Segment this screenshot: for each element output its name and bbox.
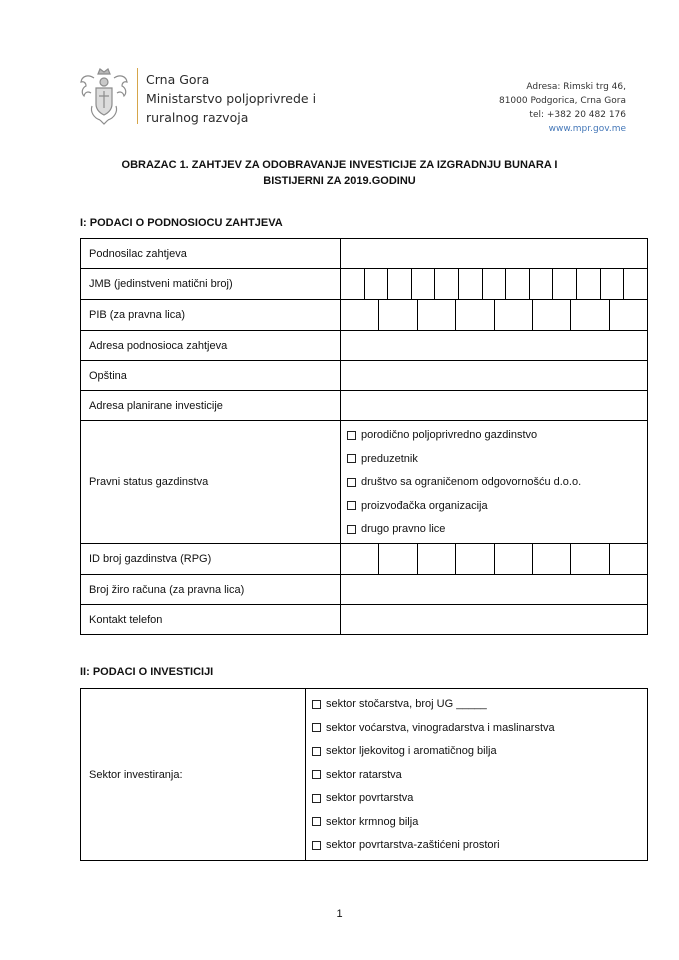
checkbox-option[interactable]	[341, 447, 647, 471]
address-line: Adresa: Rimski trg 46,	[526, 82, 626, 92]
table-row	[81, 239, 648, 269]
table-row	[81, 331, 648, 361]
podnosilac-input-cell[interactable]	[341, 239, 648, 269]
ministry-line: ruralnog razvoja	[146, 110, 249, 125]
pib-digit-cells[interactable]	[341, 300, 648, 331]
option-label: sektor krmnog bilja	[326, 815, 419, 828]
option-label: društvo sa ograničenom odgovornošću d.o.o.	[361, 476, 582, 488]
section-1-title: I: PODACI O PODNOSIOCU ZAHTJEVA	[80, 217, 283, 229]
checkbox-option[interactable]	[341, 470, 647, 494]
table-row	[81, 421, 648, 544]
option-label: sektor povrtarstva	[326, 792, 414, 804]
row-label: Adresa planirane investicije	[81, 391, 341, 421]
section-2-title: II: PODACI O INVESTICIJI	[80, 666, 214, 678]
phone-line: tel: +382 20 482 176	[529, 110, 626, 120]
checkbox-icon[interactable]	[312, 723, 321, 732]
option-label: sektor ljekovitog i aromatičnog bilja	[326, 745, 497, 757]
checkbox-option[interactable]	[341, 517, 647, 541]
option-label: porodično poljoprivredno gazdinstvo	[361, 429, 538, 441]
checkbox-option[interactable]	[306, 739, 647, 763]
checkbox-option[interactable]	[306, 786, 647, 810]
table-row	[81, 361, 648, 391]
checkbox-icon[interactable]	[347, 454, 356, 463]
row-label: ID broj gazdinstva (RPG)	[81, 544, 341, 575]
table-row	[81, 300, 648, 331]
title-line: BISTIJERNI ZA 2019.GODINU	[263, 175, 416, 187]
ministry-line: Crna Gora	[146, 72, 210, 87]
ministry-address	[499, 80, 626, 136]
checkbox-icon[interactable]	[347, 525, 356, 534]
table-row	[81, 269, 648, 300]
header-divider	[137, 68, 138, 124]
applicant-data-table	[80, 238, 648, 635]
option-label: drugo pravno lice	[361, 523, 446, 535]
ziro-input-cell[interactable]	[341, 575, 648, 605]
table-row	[81, 605, 648, 635]
checkbox-option[interactable]	[306, 810, 647, 834]
ministry-name	[146, 70, 316, 127]
table-row	[81, 544, 648, 575]
row-label: Pravni status gazdinstva	[81, 421, 341, 544]
checkbox-option[interactable]	[341, 494, 647, 518]
checkbox-option[interactable]	[306, 692, 647, 716]
checkbox-icon[interactable]	[312, 747, 321, 756]
telefon-input-cell[interactable]	[341, 605, 648, 635]
option-label: proizvođačka organizacija	[361, 499, 488, 512]
checkbox-option[interactable]	[306, 833, 647, 857]
jmb-digit-cells[interactable]	[341, 269, 648, 300]
checkbox-icon[interactable]	[312, 770, 321, 779]
checkbox-icon[interactable]	[312, 817, 321, 826]
table-row	[81, 689, 648, 861]
row-label: Broj žiro računa (za pravna lica)	[81, 575, 341, 605]
adresa-investicije-input-cell[interactable]	[341, 391, 648, 421]
option-label: preduzetnik	[361, 452, 418, 465]
option-label: sektor stočarstva, broj UG _____	[326, 698, 487, 710]
investment-data-table	[80, 688, 648, 861]
row-label: Kontakt telefon	[81, 605, 341, 635]
row-label: Adresa podnosioca zahtjeva	[81, 331, 341, 361]
opstina-input-cell[interactable]	[341, 361, 648, 391]
checkbox-icon[interactable]	[347, 478, 356, 487]
checkbox-option[interactable]	[341, 423, 647, 447]
title-line: OBRAZAC 1. ZAHTJEV ZA ODOBRAVANJE INVESTICIJE ZA IZGRADNJU BUNARA I	[121, 159, 558, 171]
pravni-status-options	[341, 421, 648, 544]
checkbox-icon[interactable]	[312, 841, 321, 850]
page-number: 1	[336, 908, 343, 920]
address-line: 81000 Podgorica, Crna Gora	[498, 96, 626, 106]
adresa-input-cell[interactable]	[341, 331, 648, 361]
coat-of-arms-icon	[78, 66, 130, 126]
ministry-line: Ministarstvo poljoprivrede i	[146, 91, 317, 106]
checkbox-option[interactable]	[306, 763, 647, 787]
checkbox-icon[interactable]	[347, 501, 356, 510]
id-broj-digit-cells[interactable]	[341, 544, 648, 575]
sector-options	[306, 689, 648, 861]
option-label: sektor ratarstva	[326, 768, 402, 781]
checkbox-icon[interactable]	[312, 794, 321, 803]
checkbox-option[interactable]	[306, 716, 647, 740]
row-label: Podnosilac zahtjeva	[81, 239, 341, 269]
table-row	[81, 391, 648, 421]
row-label: PIB (za pravna lica)	[81, 300, 341, 331]
website-link[interactable]: www.mpr.gov.me	[548, 124, 626, 134]
row-label: Opština	[81, 361, 341, 391]
option-label: sektor povrtarstva-zaštićeni prostori	[326, 839, 500, 851]
table-row	[81, 575, 648, 605]
option-label: sektor voćarstva, vinogradarstva i maslinarstva	[326, 721, 555, 734]
row-label: Sektor investiranja:	[81, 689, 306, 861]
row-label: JMB (jedinstveni matični broj)	[81, 269, 341, 300]
document-title	[78, 157, 601, 189]
checkbox-icon[interactable]	[347, 431, 356, 440]
document-header	[78, 64, 638, 144]
checkbox-icon[interactable]	[312, 700, 321, 709]
